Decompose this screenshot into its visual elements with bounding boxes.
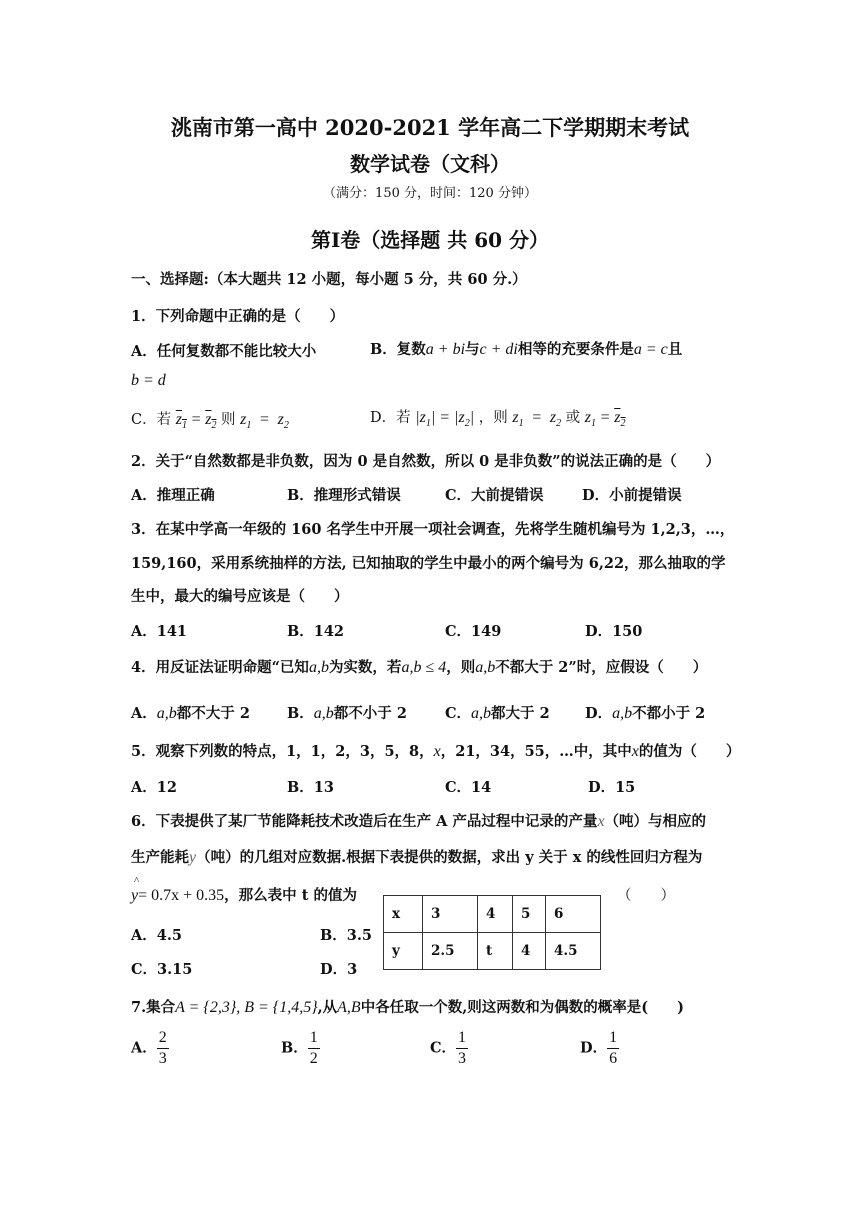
exam-subject: 数学试卷（文科）: [350, 152, 510, 176]
q6-line1: 6．下表提供了某厂节能降耗技术改造后在生产 A 产品过程中记录的产量x（吨）与相应的: [131, 813, 707, 830]
q1-b-condition: b = d: [131, 372, 166, 389]
q4-option-b: B．a,b都不小于 2: [287, 705, 407, 722]
q1-option-b: B．复数a + bi与c + di相等的充要条件是a = c且: [370, 341, 683, 358]
q3-line1: 3．在某中学高一年级的 160 名学生中开展一项社会调查，先将学生随机编号为 1,2,3，…，: [131, 521, 735, 538]
q2-option-c: C．大前提错误: [445, 487, 544, 504]
q7-option-c: C． $\frac{1}{3}$: [430, 1029, 467, 1067]
q5-stem: 5．观察下列数的特点，1，1，2，3，5，8，x，21，34，55，…中，其中x的值为（ ）: [131, 743, 741, 760]
q6-option-d: D．3: [320, 961, 358, 978]
table-cell: 5: [513, 896, 546, 933]
table-cell: 3: [423, 896, 478, 933]
q3-option-b: B．142: [287, 623, 345, 640]
q4-option-a: A．a,b都不大于 2: [131, 705, 250, 722]
q4-option-c: C．a,b都大于 2: [445, 705, 550, 722]
q3-option-a: A．141: [131, 623, 188, 640]
q6-answer-paren: （ ）: [617, 888, 675, 904]
q2-option-b: B．推理形式错误: [287, 487, 401, 504]
q3-line3: 生中，最大的编号应该是（ ）: [131, 588, 349, 605]
q3-option-d: D．150: [585, 623, 643, 640]
q7-stem: 7.集合A = {2,3}, B = {1,4,5},从A,B中各任取一个数,则这两数和为偶数的概率是( ): [131, 999, 684, 1016]
table-cell: 6: [546, 896, 601, 933]
q1-option-c: C．若 $z_1 = z_2$ 则 $z_1 = z_2$: [131, 411, 289, 432]
q5-option-d: D．15: [588, 779, 636, 796]
section-title: 第Ⅰ卷（选择题 共 60 分）: [310, 228, 550, 252]
exam-info: （满分：150 分，时间：120 分钟）: [323, 186, 537, 201]
q5-option-a: A．12: [131, 779, 177, 796]
table-cell: t: [478, 933, 513, 970]
q1-stem: 1．下列命题中正确的是（ ）: [131, 308, 345, 325]
q5-option-c: C．14: [445, 779, 492, 796]
q5-option-b: B．13: [287, 779, 334, 796]
table-row: [384, 933, 601, 970]
table-cell: 4: [478, 896, 513, 933]
q6-option-b: B．3.5: [320, 927, 372, 944]
table-row: [384, 896, 601, 933]
q7-option-d: D． $\frac{1}{6}$: [580, 1029, 618, 1067]
q7-option-b: B． $\frac{1}{2}$: [281, 1029, 318, 1067]
q6-option-a: A．4.5: [131, 927, 182, 944]
q2-stem: 2．关于“自然数都是非负数，因为 0 是自然数，所以 0 是非负数”的说法正确的是（ ）: [131, 453, 721, 470]
q2-option-a: A．推理正确: [131, 487, 215, 504]
q3-line2: 159,160，采用系统抽样的方法, 已知抽取的学生中最小的两个编号为 6,22，那么抽取的学: [131, 555, 726, 572]
q1-option-d: D．若 $|z_1| = |z_2|$ ，则 $z_1 = z_2$ 或 $z_1 = z_2$: [370, 409, 626, 430]
table-cell: y: [384, 933, 423, 970]
table-cell: x: [384, 896, 423, 933]
q6-option-c: C．3.15: [131, 961, 193, 978]
q4-stem: 4．用反证法证明命题“已知a,b为实数，若a,b ≤ 4，则a,b不都大于 2”时，应假设（ ）: [131, 659, 708, 676]
table-cell: 2.5: [423, 933, 478, 970]
q7-option-a: A． $\frac{2}{3}$: [131, 1029, 167, 1067]
q4-option-d: D．a,b不都小于 2: [585, 705, 706, 722]
q1-option-a: A．任何复数都不能比较大小: [131, 343, 317, 360]
table-cell: 4.5: [546, 933, 601, 970]
section-instruction: 一、选择题:（本大题共 12 小题，每小题 5 分，共 60 分.）: [131, 271, 527, 288]
q6-line2: 生产能耗y（吨）的几组对应数据.根据下表提供的数据，求出 y 关于 x 的线性回归方程为: [131, 849, 703, 866]
exam-title: 洮南市第一高中 2020-2021 学年高二下学期期末考试: [170, 115, 690, 140]
q6-line3: ^ y= 0.7x + 0.35，那么表中 t 的值为: [131, 875, 357, 904]
q2-option-d: D．小前提错误: [582, 487, 682, 504]
regression-equation: = 0.7x + 0.35: [138, 887, 225, 904]
q3-option-c: C．149: [445, 623, 502, 640]
q6-data-table: [383, 895, 601, 970]
table-cell: 4: [513, 933, 546, 970]
